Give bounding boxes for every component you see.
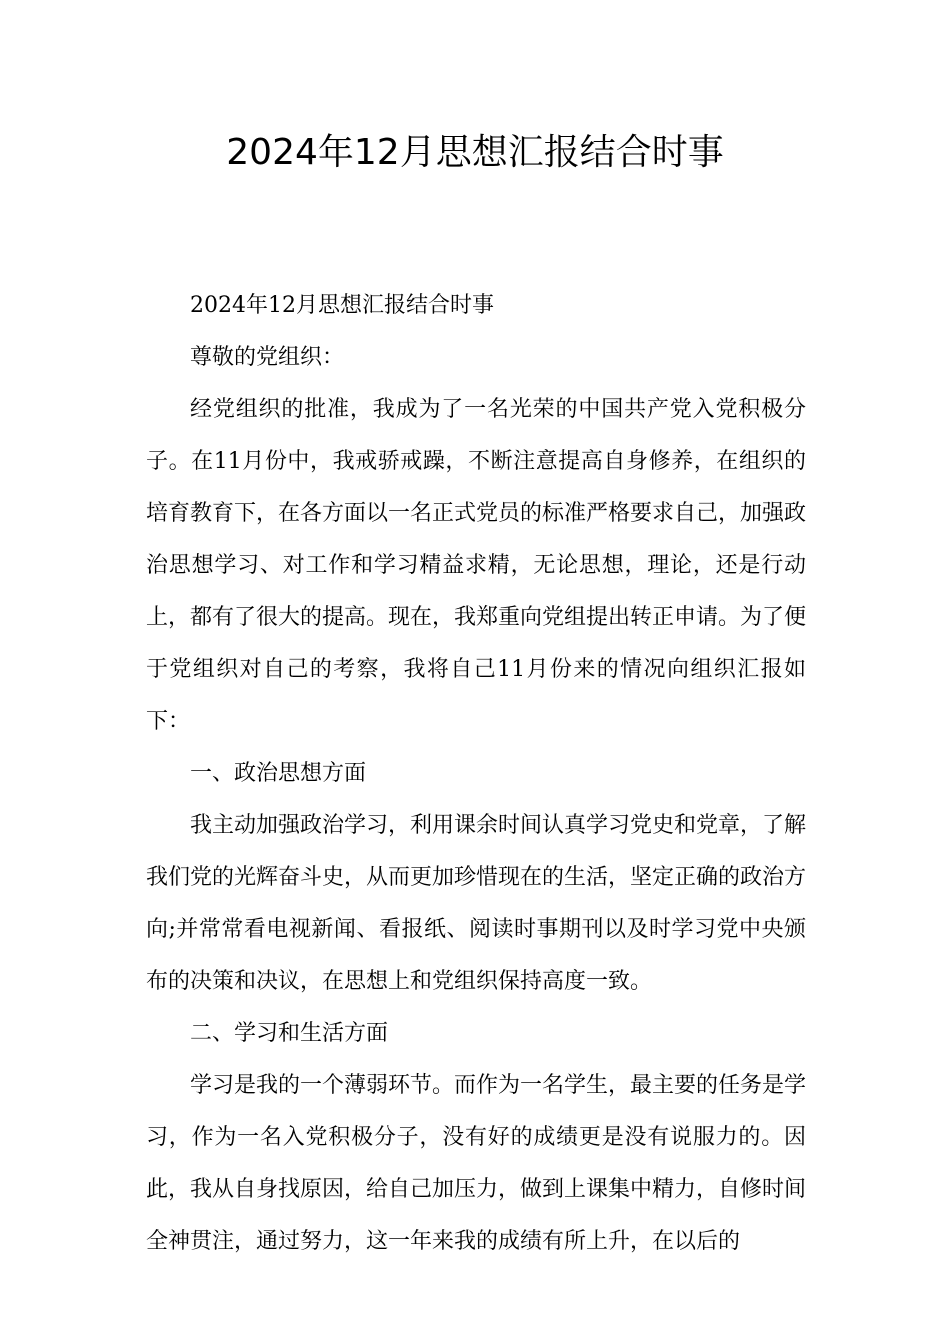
section-heading-study: 二、学习和生活方面 bbox=[190, 1021, 389, 1046]
document-body bbox=[146, 280, 806, 1268]
document-title: 2024年12月思想汇报结合时事 bbox=[226, 132, 724, 173]
paragraph-intro: 经党组织的批准，我成为了一名光荣的中国共产党入党积极分子。在11月份中，我戒骄戒躁，不断注意提高自身修养，在组织的培育教育下，在各方面以一名正式党员的标准严格要求自己，加强政治思想学习、对工作和学习精益求精，无论思想，理论，还是行动上，都有了很大的提高。现在，我郑重向党组提出转正申请。为了便于党组织对自己的考察，我将自己11月份来的情况向组织汇报如下： bbox=[146, 397, 807, 734]
paragraph-salutation: 尊敬的党组织： bbox=[190, 345, 345, 370]
paragraph-politics: 我主动加强政治学习，利用课余时间认真学习党史和党章，了解我们党的光辉奋斗史，从而更加珍惜现在的生活，坚定正确的政治方向;并常常看电视新闻、看报纸、阅读时事期刊以及时学习党中央颁布的决策和决议，在思想上和党组织保持高度一致。 bbox=[146, 813, 807, 994]
paragraph-heading: 2024年12月思想汇报结合时事 bbox=[190, 293, 494, 318]
paragraph-study: 学习是我的一个薄弱环节。而作为一名学生，最主要的任务是学习，作为一名入党积极分子，没有好的成绩更是没有说服力的。因此，我从自身找原因，给自己加压力，做到上课集中精力，自修时间全神贯注，通过努力，这一年来我的成绩有所上升，在以后的 bbox=[146, 1073, 807, 1254]
section-heading-politics: 一、政治思想方面 bbox=[190, 761, 367, 786]
